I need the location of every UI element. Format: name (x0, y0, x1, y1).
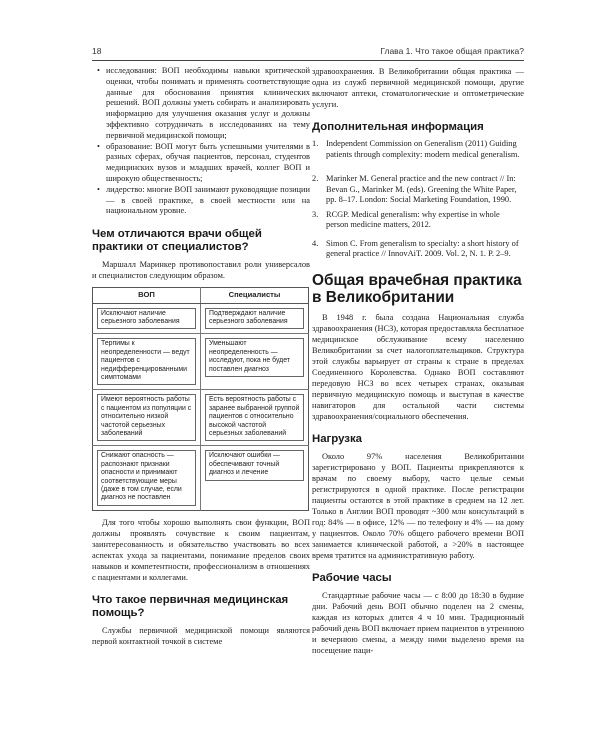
section-paragraph: Службы первичной медицинской помощи являются первой контактной точкой в системе (92, 625, 310, 646)
section-intro: Маршалл Маринкер противопоставил роли универсалов и специалистов следующим образом. (92, 260, 310, 281)
section-heading-primary-care: Что такое первичная медицинская помощь? (92, 593, 289, 619)
list-item: • исследования: ВОП необходимы навыки критической оценки, чтобы понимать и применять соответствующие данные для обоснования принятия клинических решений. ВОП должны уметь собирать и анализировать информацию для улучшения оказания услуг и должны эффективно сотрудничать в исследованиях на тему первичной медицинской помощи; (97, 66, 310, 140)
table-row (93, 303, 309, 334)
table-cell: Подтверждают наличие серьезного заболевания (205, 308, 304, 330)
bullet-icon: • (97, 66, 100, 75)
table-cell: Уменьшают неопределенность — исследуют, пока не будет поставлен диагноз (205, 338, 304, 377)
page-number: 18 (92, 46, 102, 56)
page-header (92, 44, 524, 60)
left-column (92, 66, 310, 647)
reference-item: 2. Marinker M. General practice and the new contract // In: Bevan G., Marinker M. (eds). Greening the White Paper, pp. 8–17. London: Social Marketing Foundation, 1990. (312, 174, 517, 204)
competency-list (92, 66, 310, 217)
working-hours-heading: Рабочие часы (312, 571, 392, 584)
workload-heading: Нагрузка (312, 432, 362, 445)
table-row (93, 390, 309, 446)
section-paragraph: В 1948 г. была создана Национальная служба здравоохранения (НСЗ), которая предоставляла бесплатное медицинское обслуживание всему населению Великобритании за счет налогоплательщиков. Структура этой службы варьирует от страны к стране в пределах Соединенного Королевства. Однако ВОП составляют передовую НСЗ во всех четырех странах, оказывая первичную медицинскую помощь и выступая в качестве навигаторов для остальной части системы здравоохранения/социального обеспечения. (312, 312, 524, 421)
section-paragraph: Стандартные рабочие часы — с 8:00 до 18:30 в будние дни. Рабочий день ВОП обычно поделен на 2 смены, каждая из которых длится 4 ч 10 мин. Традиционный рабочий день ВОП включает прием пациентов в утреннюю и вечернюю смены, а между ними выделено время на посещение паци- (312, 590, 524, 655)
reference-list (312, 139, 524, 260)
right-column (312, 66, 524, 656)
reference-item: 1. Independent Commission on Generalism (2011) Guiding patients through complexity: modern medical generalism. (312, 139, 520, 159)
reference-item: 4. Simon C. From generalism to specialty: a short history of general practice // InnovAiT. 2009. Vol. 2, N. 1. P. 2–9. (312, 238, 519, 258)
header-rule (92, 60, 524, 61)
bullet-icon: • (97, 184, 100, 194)
section-paragraph: Около 97% населения Великобритании зарегистрировано у ВОП. Пациенты прикрепляются к врачам по своему выбору, часто целые семьи регистрируются в одной практике. После регистрации пациенты остаются в этой практике в среднем на 12 лет. Только в Англии ВОП проводят ~300 млн консультаций в год: 84% — в офисе, 12% — по телефону и 4% — на дому у пациентов. Около 70% общего рабочего времени ВОП занимается клинической работой, а >20% в настоящее время тратится на административную работу. (312, 451, 524, 560)
main-section-heading: Общая врачебная практика в Великобритании (312, 271, 522, 306)
table-row (93, 334, 309, 390)
reference-item: 3. RCGP. Medical generalism: why expertise in whole person medicine matters, 2012. (312, 209, 500, 229)
continuation-paragraph: здравоохранения. В Великобритании общая практика — одна из служб первичной медицинской помощи, другие включают аптеки, стоматологические и оптометрические услуги. (312, 67, 524, 109)
section-paragraph: Для того чтобы хорошо выполнять свои функции, ВОП должны проявлять сочувствие к своим пациентам, заинтересованность и обязательство участвовать во всех аспектах ухода за пациентами, понимание пределов своих навыков и компетентности, профессионализм в отношениях с пациентами и коллегами. (92, 517, 310, 582)
table-cell: Терпимы к неопределенности — ведут пациентов с недифференцированными симптомами (97, 338, 196, 385)
further-info-heading: Дополнительная информация (312, 121, 484, 133)
section-heading-differences: Чем отличаются врачи общей практики от специалистов? (92, 228, 262, 254)
table-cell: Имеют вероятность работы с пациентом из популяции с относительно низкой частотой серьезных заболеваний (97, 394, 196, 441)
table-header-gp: ВОП (93, 288, 201, 303)
running-title: Глава 1. Что такое общая практика? (380, 46, 524, 56)
table-cell: Есть вероятность работы с заранее выбранной группой пациентов с относительно высокой частотой серьезных заболеваний (205, 394, 304, 441)
table-cell: Снижают опасность — распознают признаки опасности и принимают соответствующие меры (даже в том случае, если диагноз не поставлен (97, 450, 196, 505)
table-cell: Исключают ошибки — обеспечивают точный диагноз и лечение (205, 450, 304, 480)
table-row (93, 446, 309, 510)
table-header-specialists: Специалисты (201, 288, 309, 303)
table-cell: Исключают наличие серьезного заболевания (97, 308, 196, 330)
list-item: • лидерство: многие ВОП занимают руководящие позиции — в своей практике, в своей местности или на национальном уровне. (97, 184, 310, 216)
list-item: • образование: ВОП могут быть успешными учителями в разных сферах, обучая пациентов, персонал, студентов медицинских вузов и младших врачей, коллег ВОП и широкую общественность; (97, 141, 310, 183)
comparison-table (92, 287, 309, 511)
bullet-icon: • (97, 141, 100, 151)
